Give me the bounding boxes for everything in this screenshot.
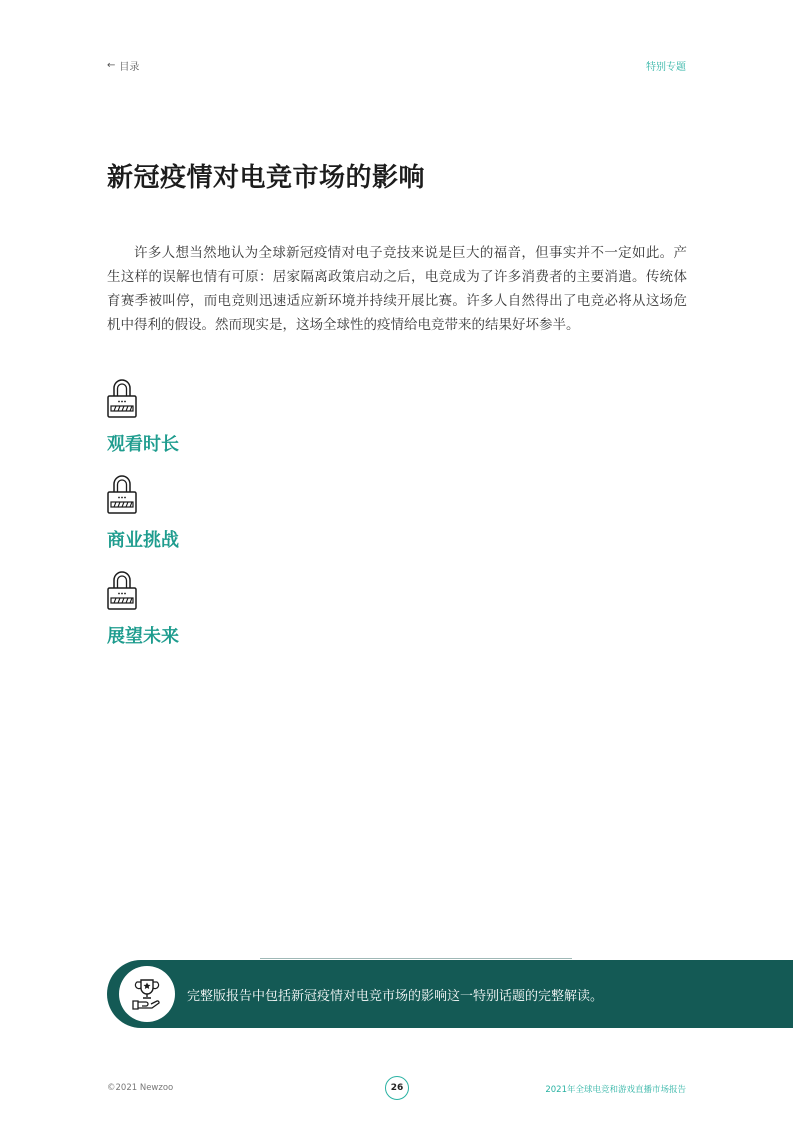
toc-label: 目录 <box>119 62 140 73</box>
topic-business-challenges[interactable] <box>107 474 179 551</box>
full-report-banner[interactable] <box>107 960 793 1028</box>
topic-outlook[interactable] <box>107 570 179 647</box>
section-label: 特别专题 <box>646 62 686 73</box>
lock-icon <box>107 570 137 610</box>
banner-text: 完整版报告中包括新冠疫情对电竞市场的影响这一特别话题的完整解读。 <box>187 989 604 1004</box>
divider <box>260 958 572 959</box>
topic-label: 观看时长 <box>107 434 179 455</box>
toc-link[interactable] <box>107 58 139 73</box>
trophy-hand-icon <box>119 966 175 1022</box>
lock-icon <box>107 474 137 514</box>
copyright: ©2021 Newzoo <box>107 1083 174 1093</box>
topic-viewing-hours[interactable] <box>107 378 179 455</box>
report-title: 2021年全球电竞和游戏直播市场报告 <box>545 1085 686 1095</box>
intro-paragraph: 许多人想当然地认为全球新冠疫情对电子竞技来说是巨大的福音，但事实并不一定如此。产生这样的误解也情有可原：居家隔离政策启动之后，电竞成为了许多消费者的主要消遣。传统体育赛季被叫停，而电竞则迅速适应新环境并持续开展比赛。许多人自然得出了电竞必将从这场危机中得利的假设。然而现实是，这场全球性的疫情给电竞带来的结果好坏参半。 <box>107 245 687 333</box>
topic-label: 展望未来 <box>107 626 179 647</box>
topic-label: 商业挑战 <box>107 530 179 551</box>
page-number: 26 <box>385 1076 409 1100</box>
back-arrow-icon: ← <box>107 60 116 71</box>
lock-icon <box>107 378 137 418</box>
page-title: 新冠疫情对电竞市场的影响 <box>107 163 426 193</box>
